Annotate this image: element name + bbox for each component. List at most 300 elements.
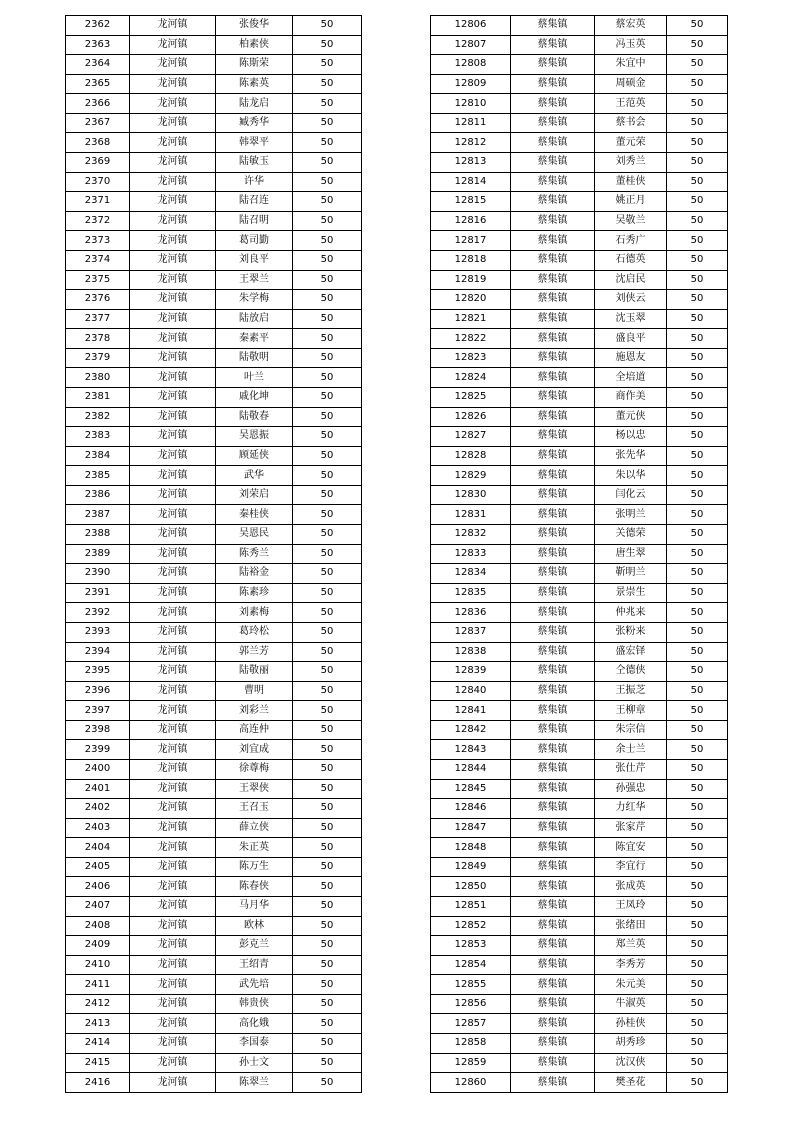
table-row <box>66 231 362 251</box>
row-number-cell: 2372 <box>66 211 130 231</box>
table-row <box>66 427 362 447</box>
table-row <box>66 525 362 545</box>
table-row <box>66 466 362 486</box>
name-cell: 许华 <box>216 172 293 192</box>
row-number-cell: 2406 <box>66 877 130 897</box>
amount-cell: 50 <box>293 1014 362 1034</box>
name-cell: 张仕芹 <box>595 759 667 779</box>
name-cell: 沈启民 <box>595 270 667 290</box>
town-cell: 蔡集镇 <box>511 857 595 877</box>
table-row <box>431 759 728 779</box>
town-cell: 蔡集镇 <box>511 329 595 349</box>
town-cell: 蔡集镇 <box>511 701 595 721</box>
row-number-cell: 2416 <box>66 1073 130 1093</box>
name-cell: 郑兰英 <box>595 936 667 956</box>
name-cell: 吴恩民 <box>216 525 293 545</box>
amount-cell: 50 <box>293 113 362 133</box>
name-cell: 董元荣 <box>595 133 667 153</box>
row-number-cell: 2388 <box>66 525 130 545</box>
row-number-cell: 2381 <box>66 387 130 407</box>
town-cell: 龙河镇 <box>130 211 216 231</box>
table-row <box>431 1034 728 1054</box>
table-row <box>431 153 728 173</box>
amount-cell: 50 <box>667 975 728 995</box>
table-row <box>431 113 728 133</box>
town-cell: 蔡集镇 <box>511 799 595 819</box>
table-row <box>431 16 728 36</box>
town-cell: 蔡集镇 <box>511 466 595 486</box>
row-number-cell: 2400 <box>66 759 130 779</box>
town-cell: 龙河镇 <box>130 583 216 603</box>
table-row <box>431 35 728 55</box>
table-row <box>66 799 362 819</box>
name-cell: 陆敬春 <box>216 407 293 427</box>
amount-cell: 50 <box>293 916 362 936</box>
row-number-cell: 2385 <box>66 466 130 486</box>
table-row <box>431 975 728 995</box>
town-cell: 龙河镇 <box>130 779 216 799</box>
table-row <box>431 544 728 564</box>
name-cell: 吴恩振 <box>216 427 293 447</box>
town-cell: 龙河镇 <box>130 133 216 153</box>
table-row <box>66 975 362 995</box>
town-cell: 蔡集镇 <box>511 994 595 1014</box>
row-number-cell: 12851 <box>431 897 511 917</box>
row-number-cell: 12835 <box>431 583 511 603</box>
name-cell: 张粉来 <box>595 622 667 642</box>
town-cell: 龙河镇 <box>130 505 216 525</box>
left-roster-table <box>65 15 362 1093</box>
name-cell: 陈春侠 <box>216 877 293 897</box>
amount-cell: 50 <box>667 16 728 36</box>
name-cell: 仝德侠 <box>595 662 667 682</box>
amount-cell: 50 <box>293 427 362 447</box>
table-row <box>66 505 362 525</box>
town-cell: 蔡集镇 <box>511 662 595 682</box>
name-cell: 葛玲松 <box>216 622 293 642</box>
amount-cell: 50 <box>293 681 362 701</box>
table-row <box>431 818 728 838</box>
table-row <box>66 936 362 956</box>
amount-cell: 50 <box>667 113 728 133</box>
name-cell: 王翠侠 <box>216 779 293 799</box>
row-number-cell: 2384 <box>66 446 130 466</box>
table-row <box>431 74 728 94</box>
name-cell: 臧秀华 <box>216 113 293 133</box>
amount-cell: 50 <box>293 329 362 349</box>
name-cell: 刘荣启 <box>216 485 293 505</box>
town-cell: 蔡集镇 <box>511 231 595 251</box>
town-cell: 蔡集镇 <box>511 564 595 584</box>
row-number-cell: 2408 <box>66 916 130 936</box>
town-cell: 蔡集镇 <box>511 485 595 505</box>
table-row <box>431 779 728 799</box>
name-cell: 王召玉 <box>216 799 293 819</box>
town-cell: 蔡集镇 <box>511 505 595 525</box>
name-cell: 陈素珍 <box>216 583 293 603</box>
amount-cell: 50 <box>293 1073 362 1093</box>
town-cell: 蔡集镇 <box>511 1014 595 1034</box>
name-cell: 戚化坤 <box>216 387 293 407</box>
row-number-cell: 12818 <box>431 250 511 270</box>
row-number-cell: 2377 <box>66 309 130 329</box>
table-row <box>66 564 362 584</box>
name-cell: 陈素英 <box>216 74 293 94</box>
row-number-cell: 2407 <box>66 897 130 917</box>
name-cell: 朱学梅 <box>216 290 293 310</box>
table-row <box>66 955 362 975</box>
row-number-cell: 2362 <box>66 16 130 36</box>
table-row <box>431 192 728 212</box>
name-cell: 仲兆来 <box>595 603 667 623</box>
table-row <box>66 916 362 936</box>
row-number-cell: 2394 <box>66 642 130 662</box>
name-cell: 薛立侠 <box>216 818 293 838</box>
town-cell: 龙河镇 <box>130 1034 216 1054</box>
row-number-cell: 2401 <box>66 779 130 799</box>
amount-cell: 50 <box>667 564 728 584</box>
table-row <box>66 720 362 740</box>
table-row <box>431 583 728 603</box>
name-cell: 秦素平 <box>216 329 293 349</box>
town-cell: 龙河镇 <box>130 1073 216 1093</box>
amount-cell: 50 <box>667 701 728 721</box>
amount-cell: 50 <box>293 74 362 94</box>
row-number-cell: 2398 <box>66 720 130 740</box>
table-row <box>431 290 728 310</box>
row-number-cell: 2393 <box>66 622 130 642</box>
table-row <box>66 290 362 310</box>
name-cell: 王柳章 <box>595 701 667 721</box>
table-row <box>66 35 362 55</box>
table-row <box>431 701 728 721</box>
amount-cell: 50 <box>293 975 362 995</box>
row-number-cell: 2375 <box>66 270 130 290</box>
table-row <box>66 994 362 1014</box>
row-number-cell: 2370 <box>66 172 130 192</box>
name-cell: 李秀芳 <box>595 955 667 975</box>
name-cell: 张明兰 <box>595 505 667 525</box>
table-row <box>431 231 728 251</box>
town-cell: 蔡集镇 <box>511 16 595 36</box>
name-cell: 唐生翠 <box>595 544 667 564</box>
town-cell: 蔡集镇 <box>511 309 595 329</box>
name-cell: 王翠兰 <box>216 270 293 290</box>
row-number-cell: 12815 <box>431 192 511 212</box>
name-cell: 石秀广 <box>595 231 667 251</box>
row-number-cell: 12808 <box>431 55 511 75</box>
amount-cell: 50 <box>667 916 728 936</box>
name-cell: 施恩友 <box>595 348 667 368</box>
amount-cell: 50 <box>293 994 362 1014</box>
town-cell: 龙河镇 <box>130 16 216 36</box>
row-number-cell: 12826 <box>431 407 511 427</box>
table-row <box>66 681 362 701</box>
town-cell: 龙河镇 <box>130 485 216 505</box>
town-cell: 龙河镇 <box>130 994 216 1014</box>
table-row <box>431 446 728 466</box>
name-cell: 刘彩兰 <box>216 701 293 721</box>
town-cell: 龙河镇 <box>130 172 216 192</box>
name-cell: 王凤玲 <box>595 897 667 917</box>
row-number-cell: 2411 <box>66 975 130 995</box>
table-row <box>66 133 362 153</box>
table-row <box>66 94 362 114</box>
name-cell: 刘素梅 <box>216 603 293 623</box>
amount-cell: 50 <box>667 779 728 799</box>
row-number-cell: 12856 <box>431 994 511 1014</box>
name-cell: 陈秀兰 <box>216 544 293 564</box>
amount-cell: 50 <box>293 466 362 486</box>
town-cell: 蔡集镇 <box>511 211 595 231</box>
town-cell: 蔡集镇 <box>511 897 595 917</box>
town-cell: 蔡集镇 <box>511 270 595 290</box>
amount-cell: 50 <box>293 348 362 368</box>
town-cell: 龙河镇 <box>130 427 216 447</box>
name-cell: 姚正月 <box>595 192 667 212</box>
table-row <box>431 642 728 662</box>
town-cell: 蔡集镇 <box>511 877 595 897</box>
row-number-cell: 12819 <box>431 270 511 290</box>
row-number-cell: 12842 <box>431 720 511 740</box>
town-cell: 龙河镇 <box>130 642 216 662</box>
name-cell: 韩贵侠 <box>216 994 293 1014</box>
town-cell: 龙河镇 <box>130 955 216 975</box>
row-number-cell: 12843 <box>431 740 511 760</box>
amount-cell: 50 <box>667 446 728 466</box>
town-cell: 龙河镇 <box>130 290 216 310</box>
amount-cell: 50 <box>667 662 728 682</box>
table-row <box>66 1053 362 1073</box>
amount-cell: 50 <box>293 505 362 525</box>
name-cell: 沈汉侠 <box>595 1053 667 1073</box>
row-number-cell: 2392 <box>66 603 130 623</box>
town-cell: 蔡集镇 <box>511 622 595 642</box>
table-row <box>431 857 728 877</box>
table-row <box>431 916 728 936</box>
name-cell: 刘秀兰 <box>595 153 667 173</box>
amount-cell: 50 <box>293 818 362 838</box>
row-number-cell: 2409 <box>66 936 130 956</box>
name-cell: 王振芝 <box>595 681 667 701</box>
row-number-cell: 12829 <box>431 466 511 486</box>
town-cell: 龙河镇 <box>130 329 216 349</box>
table-row <box>431 897 728 917</box>
row-number-cell: 2399 <box>66 740 130 760</box>
table-row <box>66 407 362 427</box>
table-row <box>66 877 362 897</box>
town-cell: 蔡集镇 <box>511 55 595 75</box>
town-cell: 龙河镇 <box>130 55 216 75</box>
amount-cell: 50 <box>293 936 362 956</box>
name-cell: 柏素侠 <box>216 35 293 55</box>
amount-cell: 50 <box>293 172 362 192</box>
town-cell: 龙河镇 <box>130 153 216 173</box>
town-cell: 蔡集镇 <box>511 1053 595 1073</box>
table-row <box>431 622 728 642</box>
name-cell: 李国泰 <box>216 1034 293 1054</box>
town-cell: 龙河镇 <box>130 662 216 682</box>
amount-cell: 50 <box>293 740 362 760</box>
name-cell: 蔡宏英 <box>595 16 667 36</box>
name-cell: 张家芹 <box>595 818 667 838</box>
right-roster-body <box>431 16 728 1093</box>
row-number-cell: 2363 <box>66 35 130 55</box>
name-cell: 葛司勤 <box>216 231 293 251</box>
amount-cell: 50 <box>667 250 728 270</box>
name-cell: 盛宏铎 <box>595 642 667 662</box>
amount-cell: 50 <box>667 309 728 329</box>
row-number-cell: 12850 <box>431 877 511 897</box>
town-cell: 龙河镇 <box>130 681 216 701</box>
table-row <box>66 759 362 779</box>
name-cell: 张绪田 <box>595 916 667 936</box>
town-cell: 龙河镇 <box>130 250 216 270</box>
town-cell: 蔡集镇 <box>511 583 595 603</box>
amount-cell: 50 <box>293 35 362 55</box>
row-number-cell: 2397 <box>66 701 130 721</box>
table-row <box>431 662 728 682</box>
amount-cell: 50 <box>667 936 728 956</box>
name-cell: 马月华 <box>216 897 293 917</box>
name-cell: 陆敬丽 <box>216 662 293 682</box>
amount-cell: 50 <box>293 153 362 173</box>
amount-cell: 50 <box>667 153 728 173</box>
row-number-cell: 2413 <box>66 1014 130 1034</box>
name-cell: 陆裕金 <box>216 564 293 584</box>
table-row <box>66 544 362 564</box>
table-row <box>66 55 362 75</box>
amount-cell: 50 <box>293 838 362 858</box>
amount-cell: 50 <box>667 211 728 231</box>
row-number-cell: 12837 <box>431 622 511 642</box>
table-row <box>66 779 362 799</box>
amount-cell: 50 <box>667 427 728 447</box>
row-number-cell: 12833 <box>431 544 511 564</box>
table-row <box>431 799 728 819</box>
table-row <box>431 936 728 956</box>
town-cell: 龙河镇 <box>130 564 216 584</box>
name-cell: 蔡书会 <box>595 113 667 133</box>
row-number-cell: 2371 <box>66 192 130 212</box>
amount-cell: 50 <box>293 583 362 603</box>
amount-cell: 50 <box>667 799 728 819</box>
name-cell: 秦桂侠 <box>216 505 293 525</box>
town-cell: 蔡集镇 <box>511 838 595 858</box>
name-cell: 张成英 <box>595 877 667 897</box>
table-row <box>66 485 362 505</box>
row-number-cell: 12858 <box>431 1034 511 1054</box>
name-cell: 曹明 <box>216 681 293 701</box>
amount-cell: 50 <box>293 387 362 407</box>
name-cell: 陈宜安 <box>595 838 667 858</box>
table-row <box>431 681 728 701</box>
name-cell: 孙桂侠 <box>595 1014 667 1034</box>
table-row <box>431 270 728 290</box>
amount-cell: 50 <box>293 192 362 212</box>
table-row <box>431 133 728 153</box>
amount-cell: 50 <box>667 740 728 760</box>
amount-cell: 50 <box>667 485 728 505</box>
table-row <box>66 897 362 917</box>
town-cell: 龙河镇 <box>130 348 216 368</box>
row-number-cell: 12828 <box>431 446 511 466</box>
amount-cell: 50 <box>667 368 728 388</box>
amount-cell: 50 <box>293 622 362 642</box>
town-cell: 蔡集镇 <box>511 290 595 310</box>
name-cell: 景崇生 <box>595 583 667 603</box>
amount-cell: 50 <box>667 270 728 290</box>
row-number-cell: 12824 <box>431 368 511 388</box>
table-row <box>431 309 728 329</box>
amount-cell: 50 <box>667 583 728 603</box>
name-cell: 朱宜中 <box>595 55 667 75</box>
table-row <box>431 55 728 75</box>
amount-cell: 50 <box>293 779 362 799</box>
name-cell: 孙士文 <box>216 1053 293 1073</box>
amount-cell: 50 <box>667 1053 728 1073</box>
row-number-cell: 12838 <box>431 642 511 662</box>
name-cell: 刘宜成 <box>216 740 293 760</box>
table-row <box>66 740 362 760</box>
row-number-cell: 2374 <box>66 250 130 270</box>
town-cell: 龙河镇 <box>130 1014 216 1034</box>
table-row <box>431 505 728 525</box>
town-cell: 龙河镇 <box>130 877 216 897</box>
name-cell: 张俊华 <box>216 16 293 36</box>
town-cell: 龙河镇 <box>130 466 216 486</box>
row-number-cell: 12827 <box>431 427 511 447</box>
amount-cell: 50 <box>293 955 362 975</box>
amount-cell: 50 <box>293 662 362 682</box>
table-row <box>431 172 728 192</box>
amount-cell: 50 <box>667 74 728 94</box>
town-cell: 蔡集镇 <box>511 818 595 838</box>
town-cell: 龙河镇 <box>130 936 216 956</box>
town-cell: 龙河镇 <box>130 407 216 427</box>
town-cell: 龙河镇 <box>130 192 216 212</box>
town-cell: 龙河镇 <box>130 231 216 251</box>
name-cell: 牛淑英 <box>595 994 667 1014</box>
amount-cell: 50 <box>667 681 728 701</box>
amount-cell: 50 <box>667 329 728 349</box>
amount-cell: 50 <box>667 642 728 662</box>
row-number-cell: 2415 <box>66 1053 130 1073</box>
town-cell: 龙河镇 <box>130 622 216 642</box>
name-cell: 吴敬兰 <box>595 211 667 231</box>
amount-cell: 50 <box>293 642 362 662</box>
name-cell: 朱元美 <box>595 975 667 995</box>
town-cell: 蔡集镇 <box>511 603 595 623</box>
town-cell: 蔡集镇 <box>511 975 595 995</box>
town-cell: 蔡集镇 <box>511 133 595 153</box>
town-cell: 龙河镇 <box>130 603 216 623</box>
name-cell: 刘良平 <box>216 250 293 270</box>
row-number-cell: 12814 <box>431 172 511 192</box>
table-row <box>431 466 728 486</box>
name-cell: 郭兰芳 <box>216 642 293 662</box>
town-cell: 蔡集镇 <box>511 681 595 701</box>
name-cell: 叶兰 <box>216 368 293 388</box>
table-row <box>431 94 728 114</box>
town-cell: 龙河镇 <box>130 916 216 936</box>
town-cell: 龙河镇 <box>130 799 216 819</box>
name-cell: 胡秀珍 <box>595 1034 667 1054</box>
row-number-cell: 2395 <box>66 662 130 682</box>
name-cell: 董元侠 <box>595 407 667 427</box>
table-row <box>66 16 362 36</box>
table-row <box>431 1073 728 1093</box>
